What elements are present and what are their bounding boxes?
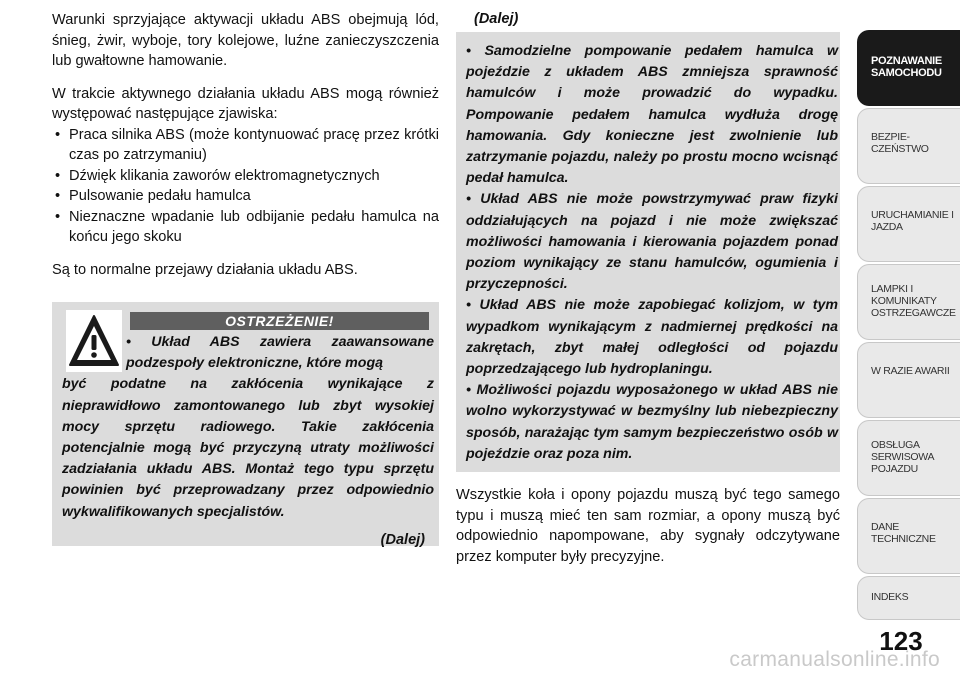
tires-note: Wszystkie koła i opony pojazdu muszą być tego samego typu i muszą mieć ten sam rozmiar, a opony muszą być odpowiednio napompowane, aby sygnały odczytywane przez komputer były precyzyjne. [456, 487, 840, 565]
tab-indeks[interactable]: INDEKS [857, 576, 960, 620]
abs-conditions-paragraph: Warunki sprzyjające aktywacji układu ABS obejmują lód, śnieg, żwir, wyboje, tory kolejowe, luźne zanieczyszczenia lub gwałtowne hamowanie. [52, 12, 439, 69]
warning-text [62, 332, 434, 523]
tab-dane-techniczne[interactable]: DANE TECHNICZNE [857, 498, 960, 574]
warning-continuation-box [456, 32, 840, 472]
normal-behavior-note: Są to normalne przejawy działania układu ABS. [52, 261, 358, 278]
tab-lampki-i-komunikaty[interactable]: LAMPKI I KOMUNIKATY OSTRZEGAWCZE [857, 264, 960, 340]
tab-obsluga-serwisowa[interactable]: OBSŁUGA SERWISOWA POJAZDU [857, 420, 960, 496]
abs-phenomena-list [52, 125, 439, 248]
abs-phenomena-intro: W trakcie aktywnego działania układu ABS mogą również występować następujące zjawiska: [52, 85, 439, 122]
right-column [456, 10, 840, 582]
watermark: carmanualsonline.info [729, 648, 940, 671]
tab-uruchamianie-i-jazda[interactable]: URUCHAMIANIE I JAZDA [857, 186, 960, 262]
warning-text-rest: być podatne na zakłócenia wynikające z nieprawidłowo zamontowanego lub zbyt wysokiej mocy sprzętu radiowego. Takie zakłócenia potencjalnie mogą być przyczyną utraty możliwości zadziałania układu ABS. Montaż tego typu sprzętu powinien być przeprowadzany przez odpowiednio wykwalifikowanych specjalistów. [62, 376, 434, 520]
warning-title: OSTRZEŻENIE! [130, 312, 429, 330]
left-column [52, 10, 439, 292]
continued-label: (Dalej) [380, 532, 425, 548]
tab-w-razie-awarii[interactable]: W RAZIE AWARII [857, 342, 960, 418]
list-item: • Pulsowanie pedału hamulca [52, 186, 439, 207]
warning-item: • Samodzielne pompowanie pedałem hamulca w pojeździe z układem ABS zmniejsza sprawność hamulców i może prowadzić do wypadku. Pompowanie pedałem hamulca wydłuża drogę hamowania. Gdy konieczne jest zwolnienie lub zatrzymanie pojazdu, należy po prostu mocno wcisnąć pedał hamulca. [466, 43, 838, 187]
list-item: • Nieznaczne wpadanie lub odbijanie pedału hamulca na końcu jego skoku [52, 207, 439, 248]
tab-poznawanie-samochodu[interactable]: POZNAWANIE SAMOCHODU [857, 30, 960, 106]
warning-item: • Układ ABS nie może zapobiegać kolizjom, w tym wypadkom wynikającym z nadmiernej prędkości na zakrętach, zbyt małej odległości od pojazdu poprzedzającego lub hydroplaningu. [466, 297, 838, 378]
continued-header: (Dalej) [474, 11, 519, 27]
chapter-tabs [857, 0, 960, 678]
warning-item: • Możliwości pojazdu wyposażonego w układ ABS nie wolno wykorzystywać w bezmyślny lub niebezpieczny sposób, narażając tym samym bezpieczeństwo osób w pojeździe oraz poza nim. [466, 382, 838, 462]
warning-text-first: • Układ ABS zawiera zaawansowane podzespoły elektroniczne, które mogą [126, 334, 434, 372]
list-item: • Praca silnika ABS (może kontynuować pracę przez krótki czas po zatrzymaniu) [52, 125, 439, 166]
warning-box [52, 302, 439, 546]
list-item: • Dźwięk klikania zaworów elektromagnetycznych [52, 166, 439, 187]
page-number: 123 [879, 626, 923, 656]
tab-bezpieczenstwo[interactable]: BEZPIE- CZEŃSTWO [857, 108, 960, 184]
warning-item: • Układ ABS nie może powstrzymywać praw fizyki oddziałujących na pojazd i nie może zwiększać możliwości hamowania i kierowania pojazdem ponad poziom wynikający ze stanu hamulców, ogumienia i przyczepności. [466, 191, 838, 293]
